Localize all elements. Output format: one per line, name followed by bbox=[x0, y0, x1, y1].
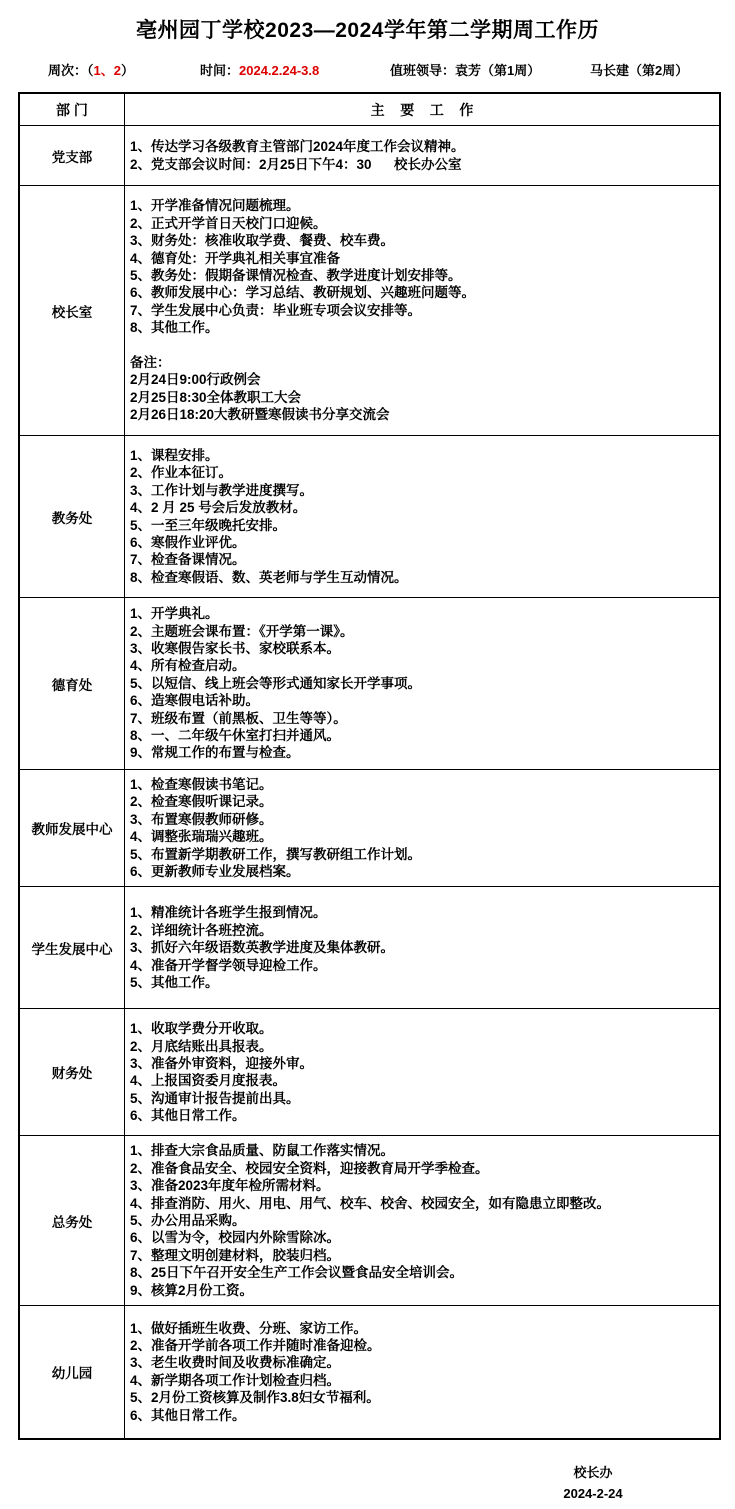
task-line: 3、准备外审资料，迎接外审。 bbox=[130, 1056, 314, 1072]
duty-leader-week2: 马长建（第2周） bbox=[590, 63, 689, 78]
task-line: 2、月底结账出具报表。 bbox=[130, 1038, 273, 1054]
task-line: 6、寒假作业评优。 bbox=[130, 534, 246, 550]
task-line: 7、班级布置（前黑板、卫生等等）。 bbox=[130, 710, 347, 726]
header-dept: 部 门 bbox=[19, 93, 125, 126]
task-line: 2、正式开学首日天校门口迎候。 bbox=[130, 215, 327, 231]
tasks-cell bbox=[125, 436, 721, 598]
task-line: 1、开学准备情况问题梳理。 bbox=[130, 198, 300, 214]
task-line: 6、以雪为令，校园内外除雪除冰。 bbox=[130, 1230, 341, 1246]
task-line: 4、2 月 25 号会后发放教材。 bbox=[130, 500, 307, 516]
dept-cell: 教务处 bbox=[19, 436, 125, 598]
task-line: 5、一至三年级晚托安排。 bbox=[130, 517, 287, 533]
table-row bbox=[19, 1009, 720, 1136]
dept-cell: 校长室 bbox=[19, 186, 125, 436]
time-value: 2024.2.24-3.8 bbox=[239, 63, 320, 78]
dept-cell: 党支部 bbox=[19, 126, 125, 186]
task-line: 2、准备食品安全、校园安全资料，迎接教育局开学季检查。 bbox=[130, 1160, 489, 1176]
task-line: 1、做好插班生收费、分班、家访工作。 bbox=[130, 1320, 368, 1336]
task-line: 2月25日8:30全体教职工大会 bbox=[130, 389, 302, 405]
task-line: 1、精准统计各班学生报到情况。 bbox=[130, 905, 327, 921]
task-line: 6、造寒假电话补助。 bbox=[130, 693, 260, 709]
task-line: 6、教师发展中心：学习总结、教研规划、兴趣班问题等。 bbox=[130, 285, 476, 301]
task-line: 1、开学典礼。 bbox=[130, 606, 219, 622]
tasks-cell bbox=[125, 770, 721, 887]
task-line: 9、常规工作的布置与检查。 bbox=[130, 745, 300, 761]
task-line: 6、其他日常工作。 bbox=[130, 1407, 246, 1423]
task-line: 4、排查消防、用火、用电、用气、校车、校舍、校园安全，如有隐患立即整改。 bbox=[130, 1195, 611, 1211]
task-line: 1、收取学费分开收取。 bbox=[130, 1021, 273, 1037]
table-header-row bbox=[19, 93, 720, 126]
table-row bbox=[19, 770, 720, 887]
signature-date: 2024-2-24 bbox=[563, 1485, 623, 1501]
meta-row bbox=[0, 60, 735, 82]
signature-block bbox=[518, 1462, 668, 1504]
work-schedule-table bbox=[18, 92, 721, 1440]
tasks-cell bbox=[125, 1136, 721, 1306]
task-line bbox=[130, 337, 715, 354]
page-title: 亳州园丁学校2023—2024学年第二学期周工作历 bbox=[136, 19, 599, 42]
table-row bbox=[19, 126, 720, 186]
task-line: 2月24日9:00行政例会 bbox=[130, 372, 261, 388]
task-line: 3、准备2023年度年检所需材料。 bbox=[130, 1178, 330, 1194]
task-line: 1、排查大宗食品质量、防鼠工作落实情况。 bbox=[130, 1143, 395, 1159]
tasks-cell bbox=[125, 1306, 721, 1439]
task-line: 8、一、二年级午休室打扫并通风。 bbox=[130, 728, 341, 744]
table-row bbox=[19, 1306, 720, 1439]
tasks-cell bbox=[125, 1009, 721, 1136]
dept-cell: 幼儿园 bbox=[19, 1306, 125, 1439]
week-label: 周次：（ bbox=[48, 63, 94, 78]
dept-cell: 德育处 bbox=[19, 598, 125, 770]
header-main-work: 主 要 工 作 bbox=[125, 93, 721, 126]
week-value: 1、2 bbox=[93, 63, 121, 78]
task-line: 6、更新教师专业发展档案。 bbox=[130, 864, 300, 880]
tasks-cell bbox=[125, 598, 721, 770]
task-line: 3、财务处：核准收取学费、餐费、校车费。 bbox=[130, 233, 395, 249]
task-line: 1、课程安排。 bbox=[130, 447, 219, 463]
task-line: 8、其他工作。 bbox=[130, 320, 219, 336]
task-line: 3、布置寒假教师研修。 bbox=[130, 811, 273, 827]
task-line: 2、详细统计各班控流。 bbox=[130, 922, 273, 938]
dept-cell: 学生发展中心 bbox=[19, 887, 125, 1009]
table-row bbox=[19, 186, 720, 436]
task-line: 5、办公用品采购。 bbox=[130, 1213, 246, 1229]
task-line: 7、学生发展中心负责：毕业班专项会议安排等。 bbox=[130, 302, 422, 318]
dept-cell: 总务处 bbox=[19, 1136, 125, 1306]
task-line: 9、核算2月份工资。 bbox=[130, 1282, 254, 1298]
task-line: 4、新学期各项工作计划检查归档。 bbox=[130, 1372, 341, 1388]
task-line: 2月26日18:20大教研暨寒假读书分享交流会 bbox=[130, 407, 390, 423]
task-line: 3、收寒假告家长书、家校联系本。 bbox=[130, 640, 341, 656]
task-line: 5、教务处：假期备课情况检查、教学进度计划安排等。 bbox=[130, 267, 462, 283]
table-row bbox=[19, 598, 720, 770]
task-line: 2、准备开学前各项工作并随时准备迎检。 bbox=[130, 1338, 381, 1354]
dept-cell: 财务处 bbox=[19, 1009, 125, 1136]
task-line: 1、传达学习各级教育主管部门2024年度工作会议精神。 bbox=[130, 139, 465, 155]
tasks-cell bbox=[125, 126, 721, 186]
task-line: 4、上报国资委月度报表。 bbox=[130, 1073, 287, 1089]
table-row bbox=[19, 436, 720, 598]
tasks-cell bbox=[125, 186, 721, 436]
task-line: 2、党支部会议时间：2月25日下午4：30 校长办公室 bbox=[130, 156, 462, 172]
task-line: 4、所有检查启动。 bbox=[130, 658, 246, 674]
task-line: 6、其他日常工作。 bbox=[130, 1108, 246, 1124]
time-label: 时间： bbox=[200, 63, 240, 78]
tasks-cell bbox=[125, 887, 721, 1009]
task-line: 5、沟通审计报告提前出具。 bbox=[130, 1090, 300, 1106]
task-line: 5、其他工作。 bbox=[130, 975, 219, 991]
task-line: 7、整理文明创建材料，胶装归档。 bbox=[130, 1247, 341, 1263]
dept-cell: 教师发展中心 bbox=[19, 770, 125, 887]
task-line: 5、以短信、线上班会等形式通知家长开学事项。 bbox=[130, 675, 422, 691]
task-line: 3、老生收费时间及收费标准确定。 bbox=[130, 1355, 341, 1371]
task-line: 4、准备开学督学领导迎检工作。 bbox=[130, 957, 327, 973]
signature-office: 校长办 bbox=[573, 1464, 613, 1480]
task-line: 2、检查寒假听课记录。 bbox=[130, 794, 273, 810]
task-line: 备注： bbox=[130, 355, 171, 370]
work-table-body bbox=[19, 126, 720, 1439]
task-line: 4、调整张瑞瑞兴趣班。 bbox=[130, 829, 273, 845]
task-line: 2、主题班会课布置：《开学第一课》。 bbox=[130, 623, 354, 639]
time-field bbox=[200, 60, 319, 79]
task-line: 4、德育处：开学典礼相关事宜准备 bbox=[130, 250, 341, 266]
task-line: 8、检查寒假语、数、英老师与学生互动情况。 bbox=[130, 569, 408, 585]
week-label-close: ） bbox=[120, 63, 134, 78]
week-field bbox=[48, 60, 134, 79]
table-row bbox=[19, 1136, 720, 1306]
task-line: 7、检查备课情况。 bbox=[130, 552, 246, 568]
task-line: 1、检查寒假读书笔记。 bbox=[130, 777, 273, 792]
task-line: 5、2月份工资核算及制作3.8妇女节福利。 bbox=[130, 1390, 380, 1406]
task-line: 2、作业本征订。 bbox=[130, 465, 233, 481]
task-line: 8、25日下午召开安全生产工作会议暨食品安全培训会。 bbox=[130, 1265, 464, 1281]
table-row bbox=[19, 887, 720, 1009]
duty-leader-week1: 值班领导：袁芳（第1周） bbox=[390, 63, 541, 78]
task-line: 3、抓好六年级语数英教学进度及集体教研。 bbox=[130, 940, 395, 956]
task-line: 5、布置新学期教研工作，撰写教研组工作计划。 bbox=[130, 846, 422, 862]
task-line: 3、工作计划与教学进度撰写。 bbox=[130, 482, 314, 498]
